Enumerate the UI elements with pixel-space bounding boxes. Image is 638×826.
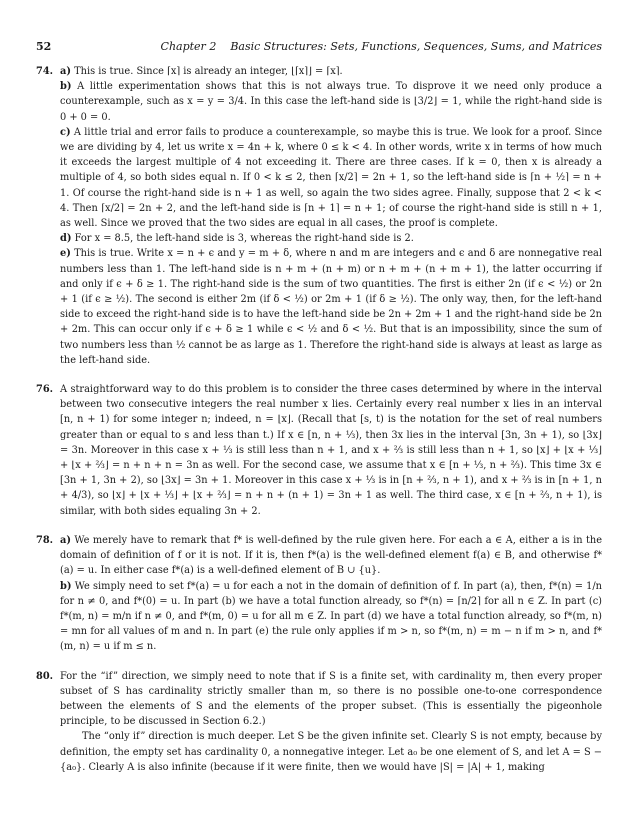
part-text: A straightforward way to do this problem is to consider the three cases determined by where in the interval between two consecutive integers the real number x lies. Certainly every real number x lies in an interval [n, n + 1) for some integer n; indeed, n = ⌊x⌋. (Recall that [s, t) is the notation for the set of real numbers greater than or equal to s and less than t.) If x ∈ [n, n + ⅓), then 3x lies in the interval [3n, 3n + 1), so ⌊3x⌋ = 3n. Moreover in this case x + ⅓ is still less than n + 1, and x + ⅔ is still less than n + 1, so ⌊x⌋ + ⌊x + ⅓⌋ + ⌊x + ⅔⌋ = n + n + n = 3n as well. For the second case, we assume that x ∈ [n + ⅓, n + ⅔). This time 3x ∈ [3n + 1, 3n + 2), so ⌊3x⌋ = 3n + 1. Moreover in this case x + ⅓ is in [n + ⅔, n + 1), and x + ⅔ is in [n + 1, n + 4/3), so ⌊x⌋ + ⌊x + ⅓⌋ + ⌊x + ⅔⌋ = n + n + (n + 1) = 3n + 1 as well. The third case, x ∈ [n + ⅔, n + 1), is similar, with both sides equaling 3n + 2.: [60, 384, 602, 517]
running-header: [36, 40, 602, 56]
problem-paragraph: The “only if” direction is much deeper. Let S be the given infinite set. Clearly S is not empty, because by definition, the empty set has cardinality 0, a nonnegative integer. Let a₀ be one element of S, and let A = S − {a₀}. Clearly A is also infinite (because if it were finite, then we would have |S| = |A| + 1, making: [60, 731, 602, 773]
page-number: 52: [36, 40, 52, 53]
problem-part: [60, 382, 602, 519]
part-text: A little experimentation shows that this is not always true. To disprove it we need only produce a counterexample, such as x = y = 3/4. In this case the left-hand side is ⌊3/2⌋ = 1, while the right-hand side is 0 + 0 = 0.: [60, 81, 602, 123]
part-label: c): [60, 126, 71, 138]
chapter-label: Chapter 2: [160, 40, 217, 53]
problem-number: 78.: [36, 534, 54, 546]
chapter-title: Basic Structures: Sets, Functions, Sequences, Sums, and Matrices: [230, 40, 602, 53]
part-text: We simply need to set f*(a) = u for each a not in the domain of definition of f. In part (a), then, f*(n) = 1/n for n ≠ 0, and f*(0) = u. In part (b) we have a total function already, so f*(n) = ⌈n/2⌉ for all n ∈ Z. In part (c) f*(m, n) = m/n if n ≠ 0, and f*(m, 0) = u for all m ∈ Z. In part (d) we have a total function already, so f*(m, n) = mn for all values of m and n. In part (e) the rule only applies if m > n, so f*(m, n) = m − n if m > n, and f*(m, n) = u if m ≤ n.: [60, 580, 602, 653]
part-label: b): [60, 81, 72, 93]
part-text: A little trial and error fails to produce a counterexample, so maybe this is true. We look for a proof. Since we are dividing by 4, let us write x = 4n + k, where 0 ≤ k < 4. In other words, write x in terms of how much it exceeds the largest multiple of 4 not exceeding it. There are three cases. If k = 0, then x is already a multiple of 4, so both sides equal n. If 0 < k ≤ 2, then ⌈x/2⌉ = 2n + 1, so the left-hand side is ⌈n + ½⌉ = n + 1. Of course the right-hand side is n + 1 as well, so again the two sides agree. Finally, suppose that 2 < k < 4. Then ⌈x/2⌉ = 2n + 2, and the left-hand side is ⌈n + 1⌉ = n + 1; of course the right-hand side is still n + 1, as well. Since we proved that the two sides are equal in all cases, the proof is complete.: [60, 126, 602, 230]
problem-part: [60, 64, 602, 79]
part-label: e): [60, 248, 71, 260]
solutions-body: [36, 64, 602, 816]
part-label: b): [60, 580, 72, 592]
problem-part: [60, 79, 602, 125]
part-label: a): [60, 66, 71, 77]
part-label: d): [60, 233, 72, 245]
problem-paragraph: [60, 669, 602, 730]
problem-number: 76.: [36, 384, 54, 396]
problem-part: [60, 533, 602, 579]
part-text: This is true. Since ⌈x⌉ is already an integer, ⌊⌈x⌉⌋ = ⌈x⌉.: [74, 66, 343, 77]
part-text: For the “if” direction, we simply need to note that if S is a finite set, with cardinality m, then every proper subset of S has cardinality strictly smaller than m, so there is no possible one-to-one correspondence between the elements of S and the elements of the proper subset. (This is essentially the pigeonhole principle, to be discussed in Section 6.2.): [60, 670, 602, 728]
chapter-heading: [161, 40, 602, 53]
problem-number: 74.: [36, 66, 54, 77]
problem-part: [60, 125, 602, 231]
problem-74: [36, 64, 602, 368]
part-text: This is true. Write x = n + ϵ and y = m + δ, where n and m are integers and ϵ and δ are nonnegative real numbers less than 1. The left-hand side is n + m + (n + m) or n + m + (n + m + 1), the latter occurring if and only if ϵ + δ ≥ 1. The right-hand side is the sum of two quantities. The first is either 2n (if ϵ < ½) or 2n + 1 (if ϵ ≥ ½). The second is either 2m (if δ < ½) or 2m + 1 (if δ ≥ ½). The only way, then, for the left-hand side to exceed the right-hand side is to have the left-hand side be 2n + 2m + 1 and the right-hand side be 2n + 2m. This can occur only if ϵ + δ ≥ 1 while ϵ < ½ and δ < ½. But that is an impossibility, since the sum of two numbers less than ½ cannot be as large as 1. Therefore the right-hand side is always at least as large as the left-hand side.: [60, 248, 602, 366]
part-text: For x = 8.5, the left-hand side is 3, whereas the right-hand side is 2.: [74, 233, 414, 245]
problem-80: [36, 669, 602, 775]
problem-part: [60, 579, 602, 655]
part-text: We merely have to remark that f* is well-defined by the rule given here. For each a ∈ A, either a is in the domain of definition of f or it is not. If it is, then f*(a) is the well-defined element f(a) ∈ B, and otherwise f*(a) = u. In either case f*(a) is a well-defined element of B ∪ {u}.: [60, 534, 602, 577]
problem-part: [60, 246, 602, 368]
problem-76: [36, 382, 602, 519]
problem-78: [36, 533, 602, 655]
problem-part: [60, 231, 602, 246]
problem-number: 80.: [36, 670, 54, 682]
part-label: a): [60, 534, 71, 546]
